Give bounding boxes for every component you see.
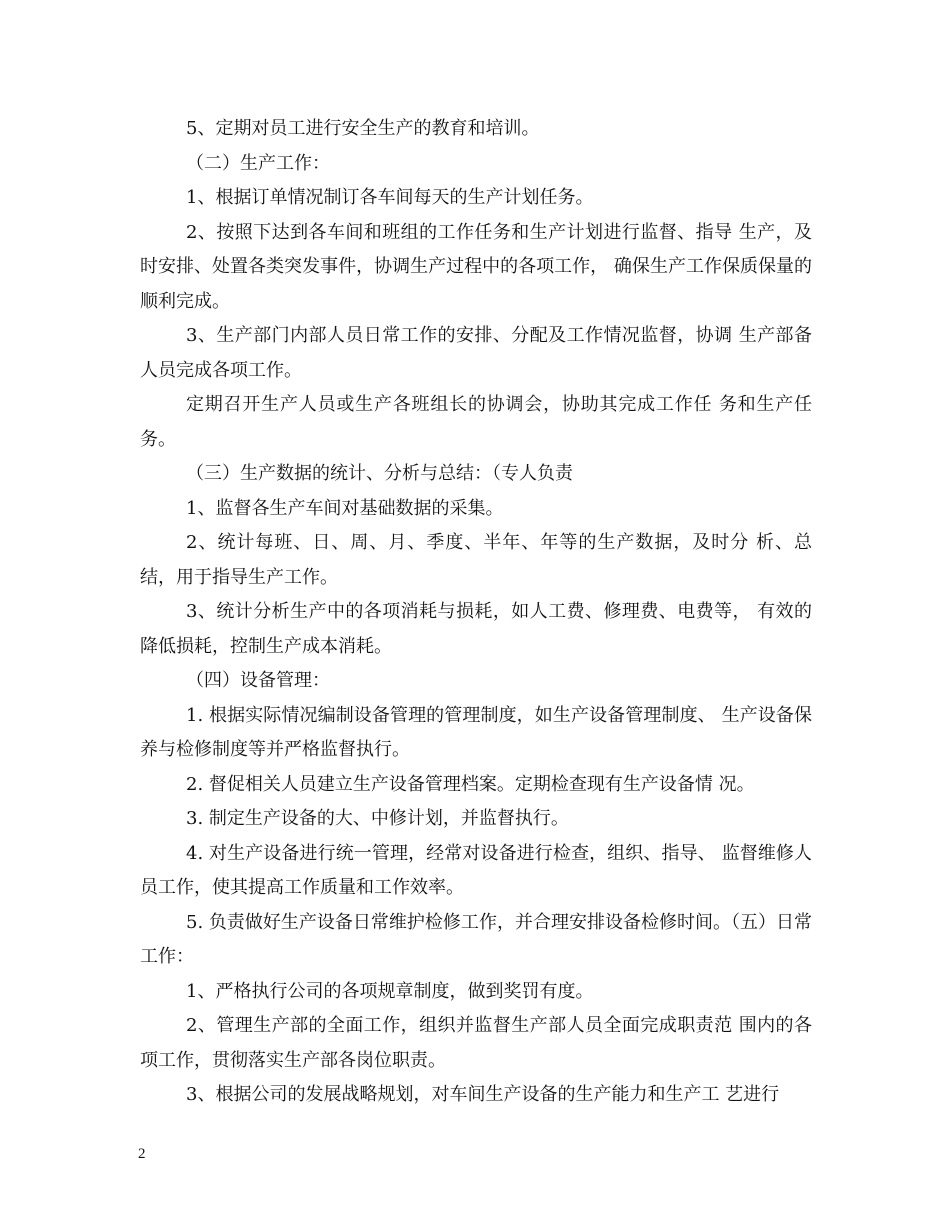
section-heading-equipment-management: （四）设备管理：: [186, 670, 330, 691]
paragraph-9: 2、统计每班、日、周、月、季度、半年、年等的生产数据，及时分 析、总结，用于指导生产工作。: [140, 532, 812, 588]
paragraph-14: 3. 制定生产设备的大、中修计划，并监督执行。: [186, 808, 569, 829]
document-body: [140, 112, 812, 1113]
paragraph-15: 4. 对生产设备进行统一管理，经常对设备进行检查，组织、指导、 监督维修人员工作，使其提高工作质量和工作效率。: [140, 842, 812, 898]
paragraph-18: 2、管理生产部的全面工作，组织并监督生产部人员全面完成职责范 围内的各项工作，贯彻落实生产部各岗位职责。: [140, 1015, 812, 1071]
paragraph-16: 5. 负责做好生产设备日常维护检修工作，并合理安排设备检修时间。（五）日常工作：: [140, 911, 812, 967]
section-heading-production-work: （二）生产工作：: [186, 152, 330, 174]
paragraph-1: 5、定期对员工进行安全生产的教育和培训。: [186, 118, 540, 139]
paragraph-5: 3、生产部门内部人员日常工作的安排、分配及工作情况监督，协调 生产部备人员完成各项工作。: [140, 325, 812, 381]
paragraph-13: 2. 督促相关人员建立生产设备管理档案。定期检查现有生产设备情 况。: [186, 773, 755, 795]
paragraph-12: 1. 根据实际情况编制设备管理的管理制度，如生产设备管理制度、 生产设备保养与检修制度等并严格监督执行。: [140, 704, 812, 760]
paragraph-10: 3、统计分析生产中的各项消耗与损耗，如人工费、修理费、电费等， 有效的降低损耗，控制生产成本消耗。: [140, 601, 812, 657]
paragraph-6: 定期召开生产人员或生产各班组长的协调会，协助其完成工作任 务和生产任务。: [140, 394, 812, 450]
paragraph-4: 2、按照下达到各车间和班组的工作任务和生产计划进行监督、指导 生产，及时安排、处置各类突发事件，协调生产过程中的各项工作， 确保生产工作保质保量的顺利完成。: [140, 221, 812, 312]
paragraph-19: 3、根据公司的发展战略规划，对车间生产设备的生产能力和生产工 艺进行: [186, 1084, 780, 1105]
paragraph-17: 1、严格执行公司的各项规章制度，做到奖罚有度。: [186, 980, 594, 1002]
paragraph-8: 1、监督各生产车间对基础数据的采集。: [186, 497, 504, 519]
paragraph-3: 1、根据订单情况制订各车间每天的生产计划任务。: [186, 187, 594, 208]
page-number: 2: [138, 1146, 146, 1162]
section-heading-data-statistics: （三）生产数据的统计、分析与总结：（专人负责: [186, 463, 573, 484]
